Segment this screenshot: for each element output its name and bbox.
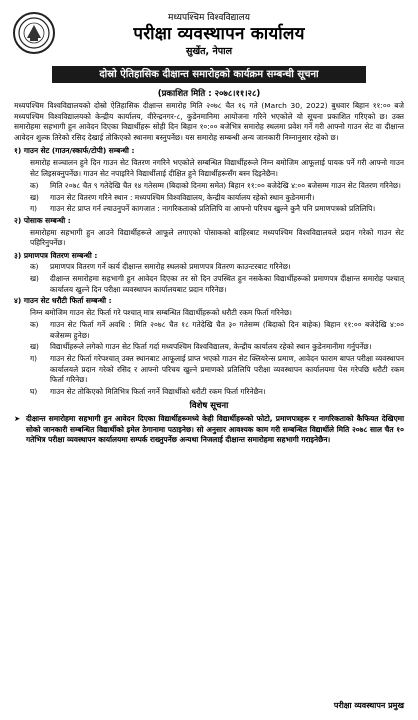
list-item bbox=[30, 204, 404, 215]
item-text: प्रमाणपत्र वितरण गर्ने कार्य दीक्षान्त समारोह स्थलको प्रमाणपत्र वितरण काउन्टरबाट गरिनेछ। bbox=[50, 262, 291, 272]
list-item bbox=[30, 387, 404, 398]
arrow-bullet-icon: ➤ bbox=[14, 414, 21, 424]
list-item bbox=[30, 320, 404, 341]
item-marker: ग) bbox=[30, 204, 38, 214]
notice-body bbox=[14, 101, 404, 446]
item-marker: ख) bbox=[30, 342, 39, 352]
section-heading bbox=[14, 146, 404, 157]
intro-paragraph: मध्यपश्चिम विश्वविद्यालयको दोस्रो ऐतिहासिक दीक्षान्त समारोह मिति २०७८ चैत १६ गते (March 30, 2022) बुधवार बिहान ११:०० बजे मध्यपश्चिम विश्वविद्यालयको केन्द्रीय कार्यालय, वीरेन्द्रनगर-८, कुडेनमानिमा आयोजना गरिने भएकोले यो सूचना प्रकाशित गरिएको छ। उक्त समारोहमा सहभागी हुन आवेदन दिएका विद्यार्थीहरू सोही दिन बिहान १०:०० बजेभित्र समारोह स्थलमा प्रवेश गर्ने गरी आफ्नो गाउन सेट वा दीक्षान्त आवेदन शुल्क तिरेको रसिद देखाई तोकिएको स्थानमा बस्नुपर्नेछ। यस समारोह सम्बन्धी अन्य जानकारी निम्नानुसार रहेको छ। bbox=[14, 101, 404, 142]
section-title: गाउन सेट (गाउन/स्कार्फ/टोपी) सम्बन्धी : bbox=[23, 146, 135, 156]
item-marker: घ) bbox=[30, 386, 38, 396]
notice-title: दोस्रो ऐतिहासिक दीक्षान्त समारोहको कार्यक्रम सम्बन्धी सूचना bbox=[52, 66, 366, 83]
special-notice bbox=[14, 414, 404, 446]
section-heading bbox=[14, 296, 404, 307]
section-title: गाउन सेट धरौटी फिर्ता सम्बन्धी : bbox=[23, 296, 112, 306]
section-body: समारोहमा सहभागी हुन आउने विद्यार्थीहरूले आफूले लगाएको पोसाकको बाहिरबाट मध्यपश्चिम विश्वविद्यालयले प्रदान गरेको गाउन सेट पहिरिनुपर्नेछ। bbox=[30, 227, 404, 248]
section-body: निम्न बमोजिम गाउन सेट फिर्ता गरे पश्चात् मात्र सम्बन्धित विद्यार्थीहरूको धरौटी रकम फिर्ता गरिनेछ। bbox=[30, 307, 292, 317]
item-text: मिति २०७८ चैत ९ गतेदेखि चैत १४ गतेसम्म (बिदाको दिनमा समेत) बिहान ११:०० बजेदेखि ४:०० बजेसम्म गाउन सेट वितरण गरिनेछ। bbox=[50, 181, 401, 191]
item-marker: क) bbox=[30, 262, 39, 272]
special-notice-text: दीक्षान्त समारोहमा सहभागी हुन आवेदन दिएका विद्यार्थीहरूमध्ये केही विद्यार्थीहरूको फोटो, प्रमाणपत्रहरू र नागरिकताको कैफियत देखिएमा सोको जानकारी सम्बन्धित विद्यार्थीको इमेल ठेगानामा पठाइनेछ। सो अनुसार आवश्यक काम गरी सम्बन्धित विद्यार्थीले मिति २०७८ साल चैत १० गतेभित्र परीक्षा व्यवस्थापन कार्यालयमा सम्पर्क राख्नुपर्नेछ अन्यथा निजलाई दीक्षान्त समारोहमा सहभागी गराइनेछैन। bbox=[26, 414, 404, 445]
item-text: गाउन सेट प्राप्त गर्न ल्याउनुपर्ने कागजात : नागरिकताको प्रतिलिपि वा आफ्नो परिचय खुल्ने कुनै पनि प्रमाणपत्रको प्रतिलिपि। bbox=[50, 204, 376, 214]
section-number: ३) bbox=[14, 250, 22, 260]
item-text: गाउन सेट फिर्ता गर्ने अवधि : मिति २०७८ चैत १८ गतेदेखि चैत ३० गतेसम्म (बिदाको दिन बाहेक) बिहान ११:०० बजेदेखि ४:०० बजेसम्म हुनेछ। bbox=[50, 320, 404, 340]
item-marker: ख) bbox=[30, 273, 39, 283]
section-number: २) bbox=[14, 215, 22, 225]
section-body: समारोह सञ्चालन हुने दिन गाउन सेट वितरण नगरिने भएकोले सम्बन्धित विद्यार्थीहरूले निम्न बमोजिम आफूलाई पायक पर्ने गरी आफ्नो गाउन सेट लिइसक्नुपर्नेछ। गाउन सेट नपाइरिने विद्यार्थीलाई दीक्षित हुने विद्यार्थीहरूसँग बस्न दिइनेछैन। bbox=[30, 157, 404, 178]
item-marker: ख) bbox=[30, 192, 39, 202]
list-item bbox=[30, 262, 404, 273]
university-name: मध्यपश्चिम विश्वविद्यालय bbox=[167, 13, 251, 23]
item-marker: ग) bbox=[30, 354, 38, 364]
published-date: (प्रकाशित मिति : २०७८।११।२८) bbox=[157, 89, 261, 99]
section-title: पोसाक सम्बन्धी : bbox=[23, 215, 71, 225]
list-item bbox=[30, 181, 404, 192]
item-text: विद्यार्थीहरूले लगेको गाउन सेट फिर्ता गर्दा मध्यपश्चिम विश्वविद्यालय, केन्द्रीय कार्यालय रहेको स्थान कुडेनमानीमा गर्नुपर्नेछ। bbox=[50, 342, 372, 352]
section-title: प्रमाणपत्र वितरण सम्बन्धी : bbox=[23, 250, 98, 260]
item-text: दीक्षान्त समारोहमा सहभागी हुन आवेदन दिएका तर सो दिन उपस्थित हुन नसकेका विद्यार्थीहरूको प्रमाणपत्र दीक्षान्त समारोह पश्चात् कार्यालय खुल्ने दिन परीक्षा व्यवस्थापन कार्यालयबाट प्रदान गरिनेछ। bbox=[50, 273, 404, 294]
section-heading bbox=[14, 216, 404, 227]
item-text: गाउन सेट वितरण गरिने स्थान : मध्यपश्चिम विश्वविद्यालय, केन्द्रीय कार्यालय रहेको स्थान कुडेनमानी। bbox=[50, 192, 315, 202]
section-number: १) bbox=[14, 146, 22, 156]
letterhead bbox=[0, 0, 418, 62]
item-marker: क) bbox=[30, 181, 39, 191]
list-item bbox=[30, 193, 404, 204]
item-text: गाउन सेट तोकिएको मितिभित्र फिर्ता नगर्ने विद्यार्थीको धरौटी रकम फिर्ता गरिनेछैन। bbox=[50, 386, 266, 396]
item-marker: क) bbox=[30, 320, 39, 330]
list-item bbox=[30, 354, 404, 386]
office-location: सुर्खेत, नेपाल bbox=[185, 46, 233, 57]
section-number: ४) bbox=[14, 296, 22, 306]
signature-block: परीक्षा व्यवस्थापन प्रमुख bbox=[333, 701, 404, 710]
special-notice-title: विशेष सूचना bbox=[189, 401, 229, 412]
office-name: परीक्षा व्यवस्थापन कार्यालय bbox=[133, 24, 305, 44]
section-heading bbox=[14, 251, 404, 262]
item-text: गाउन सेट फिर्ता गरेपश्चात् उक्त स्थानबाट आफूलाई प्राप्त भएको गाउन सेट क्लियरेन्स प्रमाण, आवेदन फाराम बापत परीक्षा व्यवस्थापन कार्यालयले प्रदान गरेको रसिद र आफ्नो परिचय खुल्ने प्रमाणको प्रतिलिपि परीक्षा व्यवस्थापन कार्यालयमा पेस गरेपछि धरौटी रकम फिर्ता गरिनेछ। bbox=[50, 354, 404, 385]
list-item bbox=[30, 342, 404, 353]
list-item bbox=[30, 274, 404, 295]
